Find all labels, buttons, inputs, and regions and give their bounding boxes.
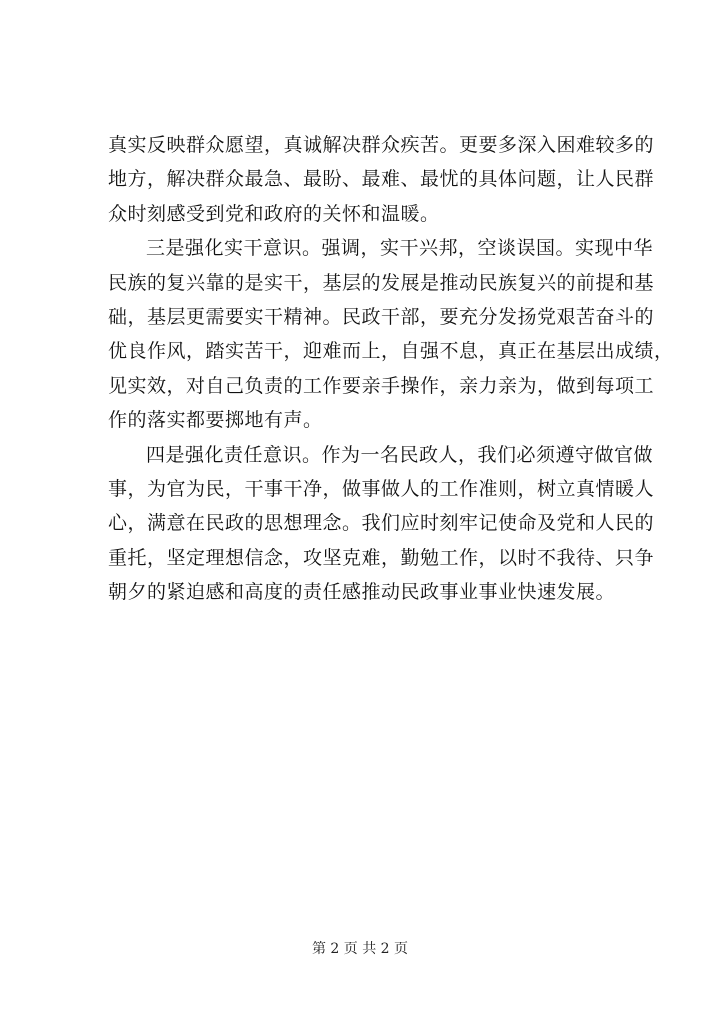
text-line: 朝夕的紧迫感和高度的责任感推动民政事业事业快速发展。 [108,581,616,604]
text-line: 础，基层更需要实干精神。民政干部，要充分发扬党艰苦奋斗的 [108,305,655,328]
page-footer: 第 2 页 共 2 页 [311,941,409,957]
text-line: 作的落实都要掷地有声。 [108,409,323,432]
text-line: 重托，坚定理想信念，攻坚克难，勤勉工作，以时不我待、只争 [108,546,655,569]
text-line: 事，为官为民，干事干净，做事做人的工作准则，树立真情暖人 [108,477,655,500]
text-line: 地方，解决群众最急、最盼、最难、最忧的具体问题，让人民群 [108,168,655,191]
paragraph-1 [108,128,655,231]
document-body [108,128,674,609]
text-line: 心，满意在民政的思想理念。我们应时刻牢记使命及党和人民的 [108,512,655,535]
paragraph-2 [108,231,674,437]
text-line: 民族的复兴靠的是实干，基层的发展是推动民族复兴的前提和基 [108,271,655,294]
text-line: 四是强化责任意识。作为一名民政人，我们必须遵守做官做 [146,443,654,466]
text-line: 真实反映群众愿望，真诚解决群众疾苦。更要多深入困难较多的 [108,134,655,156]
text-line: 优良作风，踏实苦干，迎难而上，自强不息，真正在基层出成绩， [108,340,674,363]
text-line: 三是强化实干意识。强调，实干兴邦，空谈误国。实现中华 [146,237,654,260]
text-line: 众时刻感受到党和政府的关怀和温暖。 [108,202,440,225]
paragraph-3 [108,438,655,610]
text-line: 见实效，对自己负责的工作要亲手操作，亲力亲为，做到每项工 [108,374,655,397]
